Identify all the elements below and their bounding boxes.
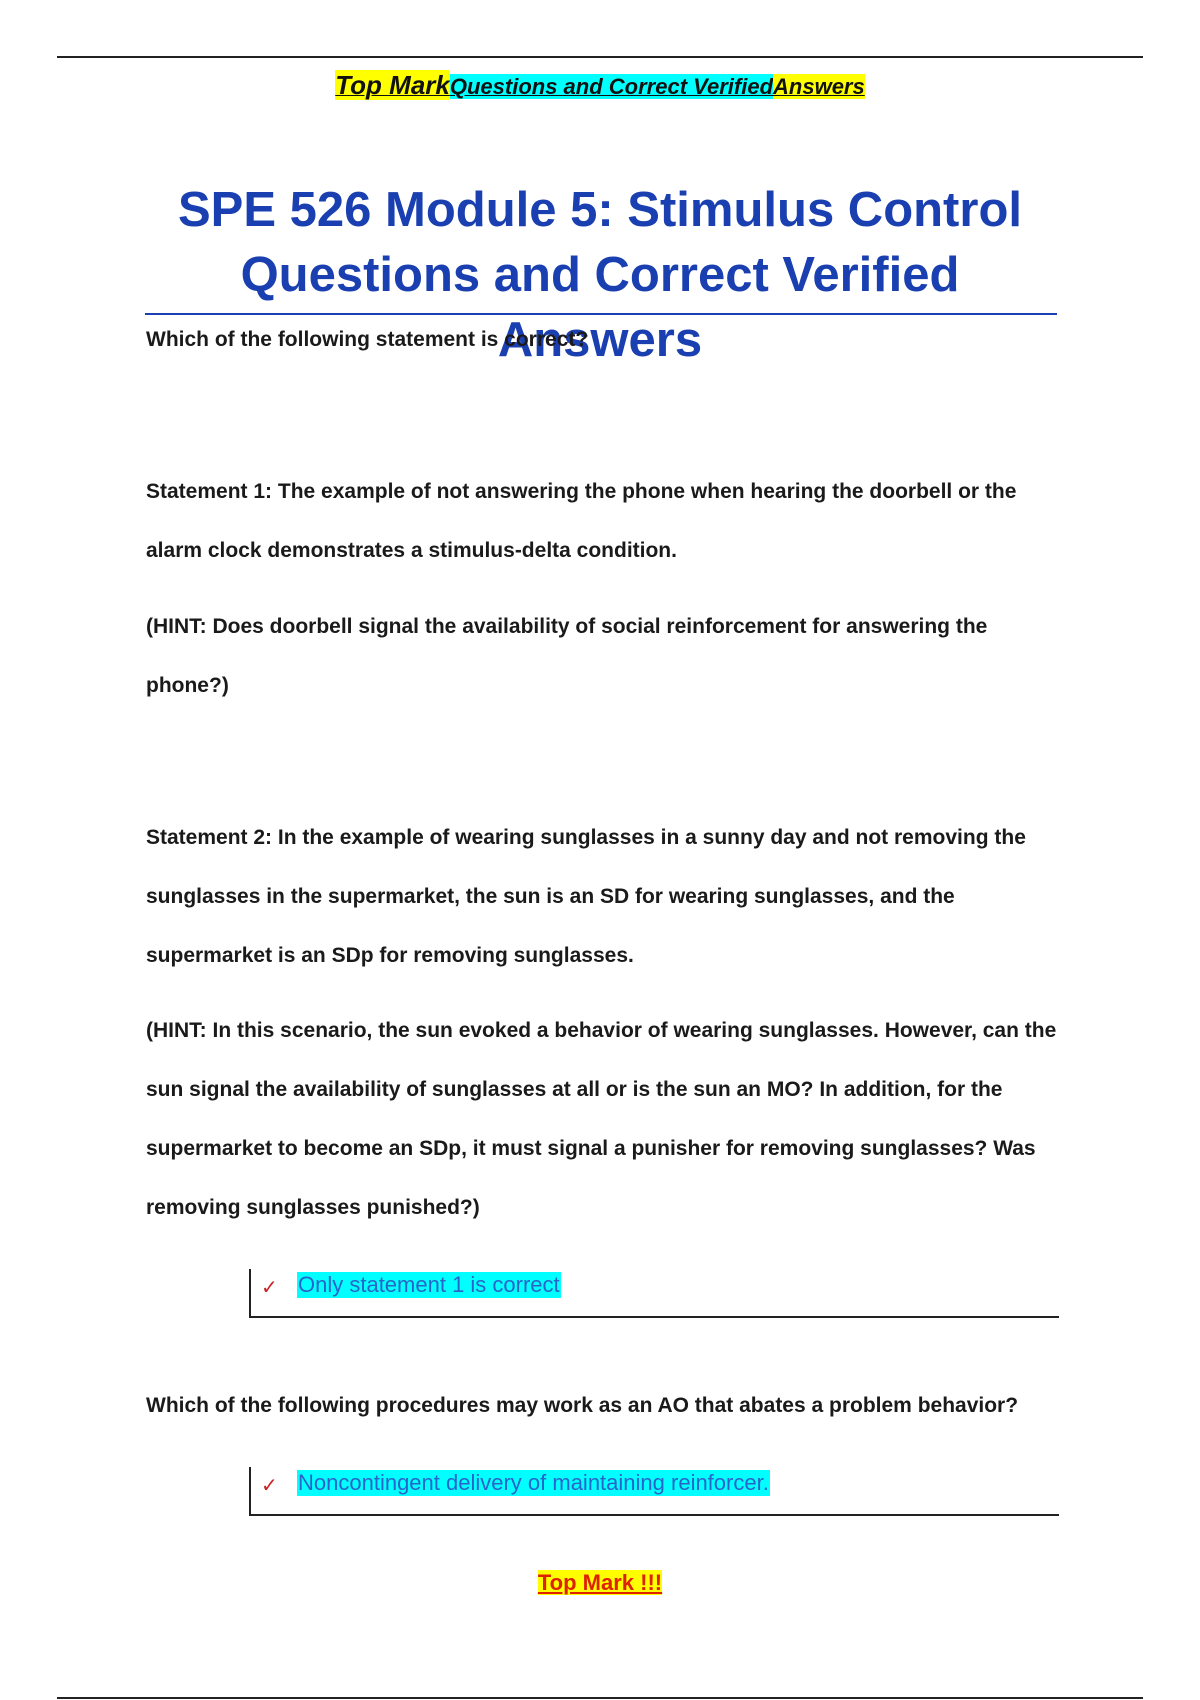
title-line-2: Questions and Correct Verified Answers [240,248,960,367]
title-underline [145,313,1057,315]
question-1-hint-2: (HINT: In this scenario, the sun evoked a behavior of wearing sunglasses. However, can the sun signal the availability of sunglasses at all or is the sun an MO? In addition, for the supermarket to become an SDp, it must signal a punisher for removing sunglasses? Was removing sunglasses punished?) [146,1019,1057,1219]
question-1-answer: Only statement 1 is correct [298,1272,560,1297]
bottom-rule [57,1697,1143,1699]
question-1-statement-1: Statement 1: The example of not answering the phone when hearing the doorbell or the alarm clock demonstrates a stimulus-delta condition. [146,480,1017,562]
header-brand: Top Mark [335,70,450,100]
header-answers: Answers [773,74,865,99]
question-1-statement-2: Statement 2: In the example of wearing sunglasses in a sunny day and not removing the sunglasses in the supermarket, the sun is an SD for wearing sunglasses, and the supermarket is an SDp for removing sunglasses. [146,826,1026,967]
page-footer [0,1570,1200,1596]
question-2-prompt: Which of the following procedures may work as an AO that abates a problem behavior? [146,1394,1019,1417]
checkmark-icon: ✓ [261,1475,278,1497]
question-2-answer-box [249,1467,1059,1516]
title-line-1: SPE 526 Module 5: Stimulus Control [177,183,1022,237]
page-header [0,70,1200,101]
question-1-hint-1: (HINT: Does doorbell signal the availability of social reinforcement for answering the phone?) [146,615,988,697]
header-subtitle: Questions and Correct Verified [449,74,774,99]
top-rule [57,56,1143,58]
question-1-answer-box [249,1269,1059,1318]
footer-label: Top Mark !!! [537,1570,663,1595]
question-2-answer: Noncontingent delivery of maintaining reinforcer. [298,1470,769,1495]
question-1-prompt: Which of the following statement is correct? [146,328,589,351]
checkmark-icon: ✓ [261,1277,278,1299]
